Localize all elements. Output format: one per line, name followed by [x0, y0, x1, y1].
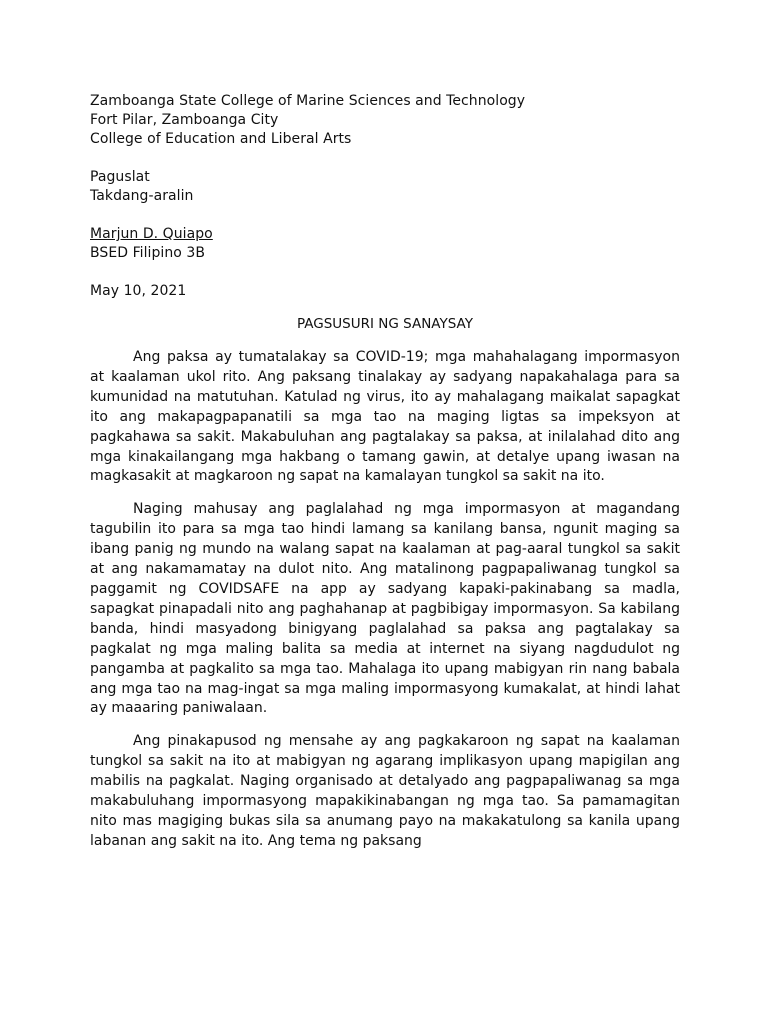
spacer — [90, 206, 680, 225]
paragraph-3: Ang pinakapusod ng mensahe ay ang pagkakaroon ng sapat na kaalaman tungkol sa sakit na ito at mabigyan ng agarang implikasyon upang mapigilan ang mabilis na pagkalat. Naging organisado at detalyado ang pagpapaliwanag sa mga makabuluhang impormasyong mapakikinabangan ng mga tao. Sa pamamagitan nito mas magiging bukas sila sa anumang payo na makakatulong sa kanila upang labanan ang sakit na ito. Ang tema ng paksang — [90, 733, 680, 849]
paragraph-1: Ang paksa ay tumatalakay sa COVID-19; mga mahahalagang impormasyon at kaalaman ukol rito. Ang paksang tinalakay ay sadyang napakahalaga para sa kumunidad na matutuhan. Katulad ng virus, ito ay mahalagang maikalat sapagkat ito ang makapagpapanatili sa mga tao na maging ligtas sa impeksyon at pagkahawa sa sakit. Makabuluhan ang pagtalakay sa paksa, at inilalahad dito ang mga kinakailangang mga hakbang o tamang gawin, at detalye upang iwasan na magkasakit at magkaroon ng sapat na kamalayan tungkol sa sakit na ito. — [90, 349, 680, 485]
school-name: Zamboanga State College of Marine Sciences and Technology — [90, 93, 526, 109]
document-date: May 10, 2021 — [90, 283, 187, 299]
college-name: College of Education and Liberal Arts — [90, 131, 352, 147]
paragraph-2: Naging mahusay ang paglalahad ng mga impormasyon at magandang tagubilin ito para sa mga tao hindi lamang sa kanilang bansa, ngunit maging sa ibang panig ng mundo na walang sapat na kaalaman at pag-aaral tungkol sa sakit at ang nakamamatay na dulot nito. Ang matalinong pagpapaliwanag tungkol sa paggamit ng COVIDSAFE na app ay sadyang kapaki-pakinabang sa madla, sapagkat pinapadali nito ang paghahanap at pagbibigay impormasyon. Sa kabilang banda, hindi masyadong binigyang paglalahad sa paksa ang pagtalakay sa pagkalat ng mga maling balita sa media at internet na siyang nagdudulot ng pangamba at pagkalito sa mga tao. Mahalaga ito upang mabigyan rin nang babala ang mga tao na mag-ingat sa mga maling impormasyong kumakalat, at hindi lahat ay maaaring paniwalaan. — [90, 501, 680, 717]
spacer — [90, 149, 680, 168]
spacer — [90, 263, 680, 282]
student-name: Marjun D. Quiapo — [90, 226, 213, 242]
subject: Paguslat — [90, 169, 150, 185]
document-page — [90, 92, 680, 865]
school-address: Fort Pilar, Zamboanga City — [90, 112, 279, 128]
assignment-type: Takdang-aralin — [90, 188, 194, 204]
student-section: BSED Filipino 3B — [90, 245, 206, 261]
document-title: PAGSUSURI NG SANAYSAY — [297, 316, 473, 332]
